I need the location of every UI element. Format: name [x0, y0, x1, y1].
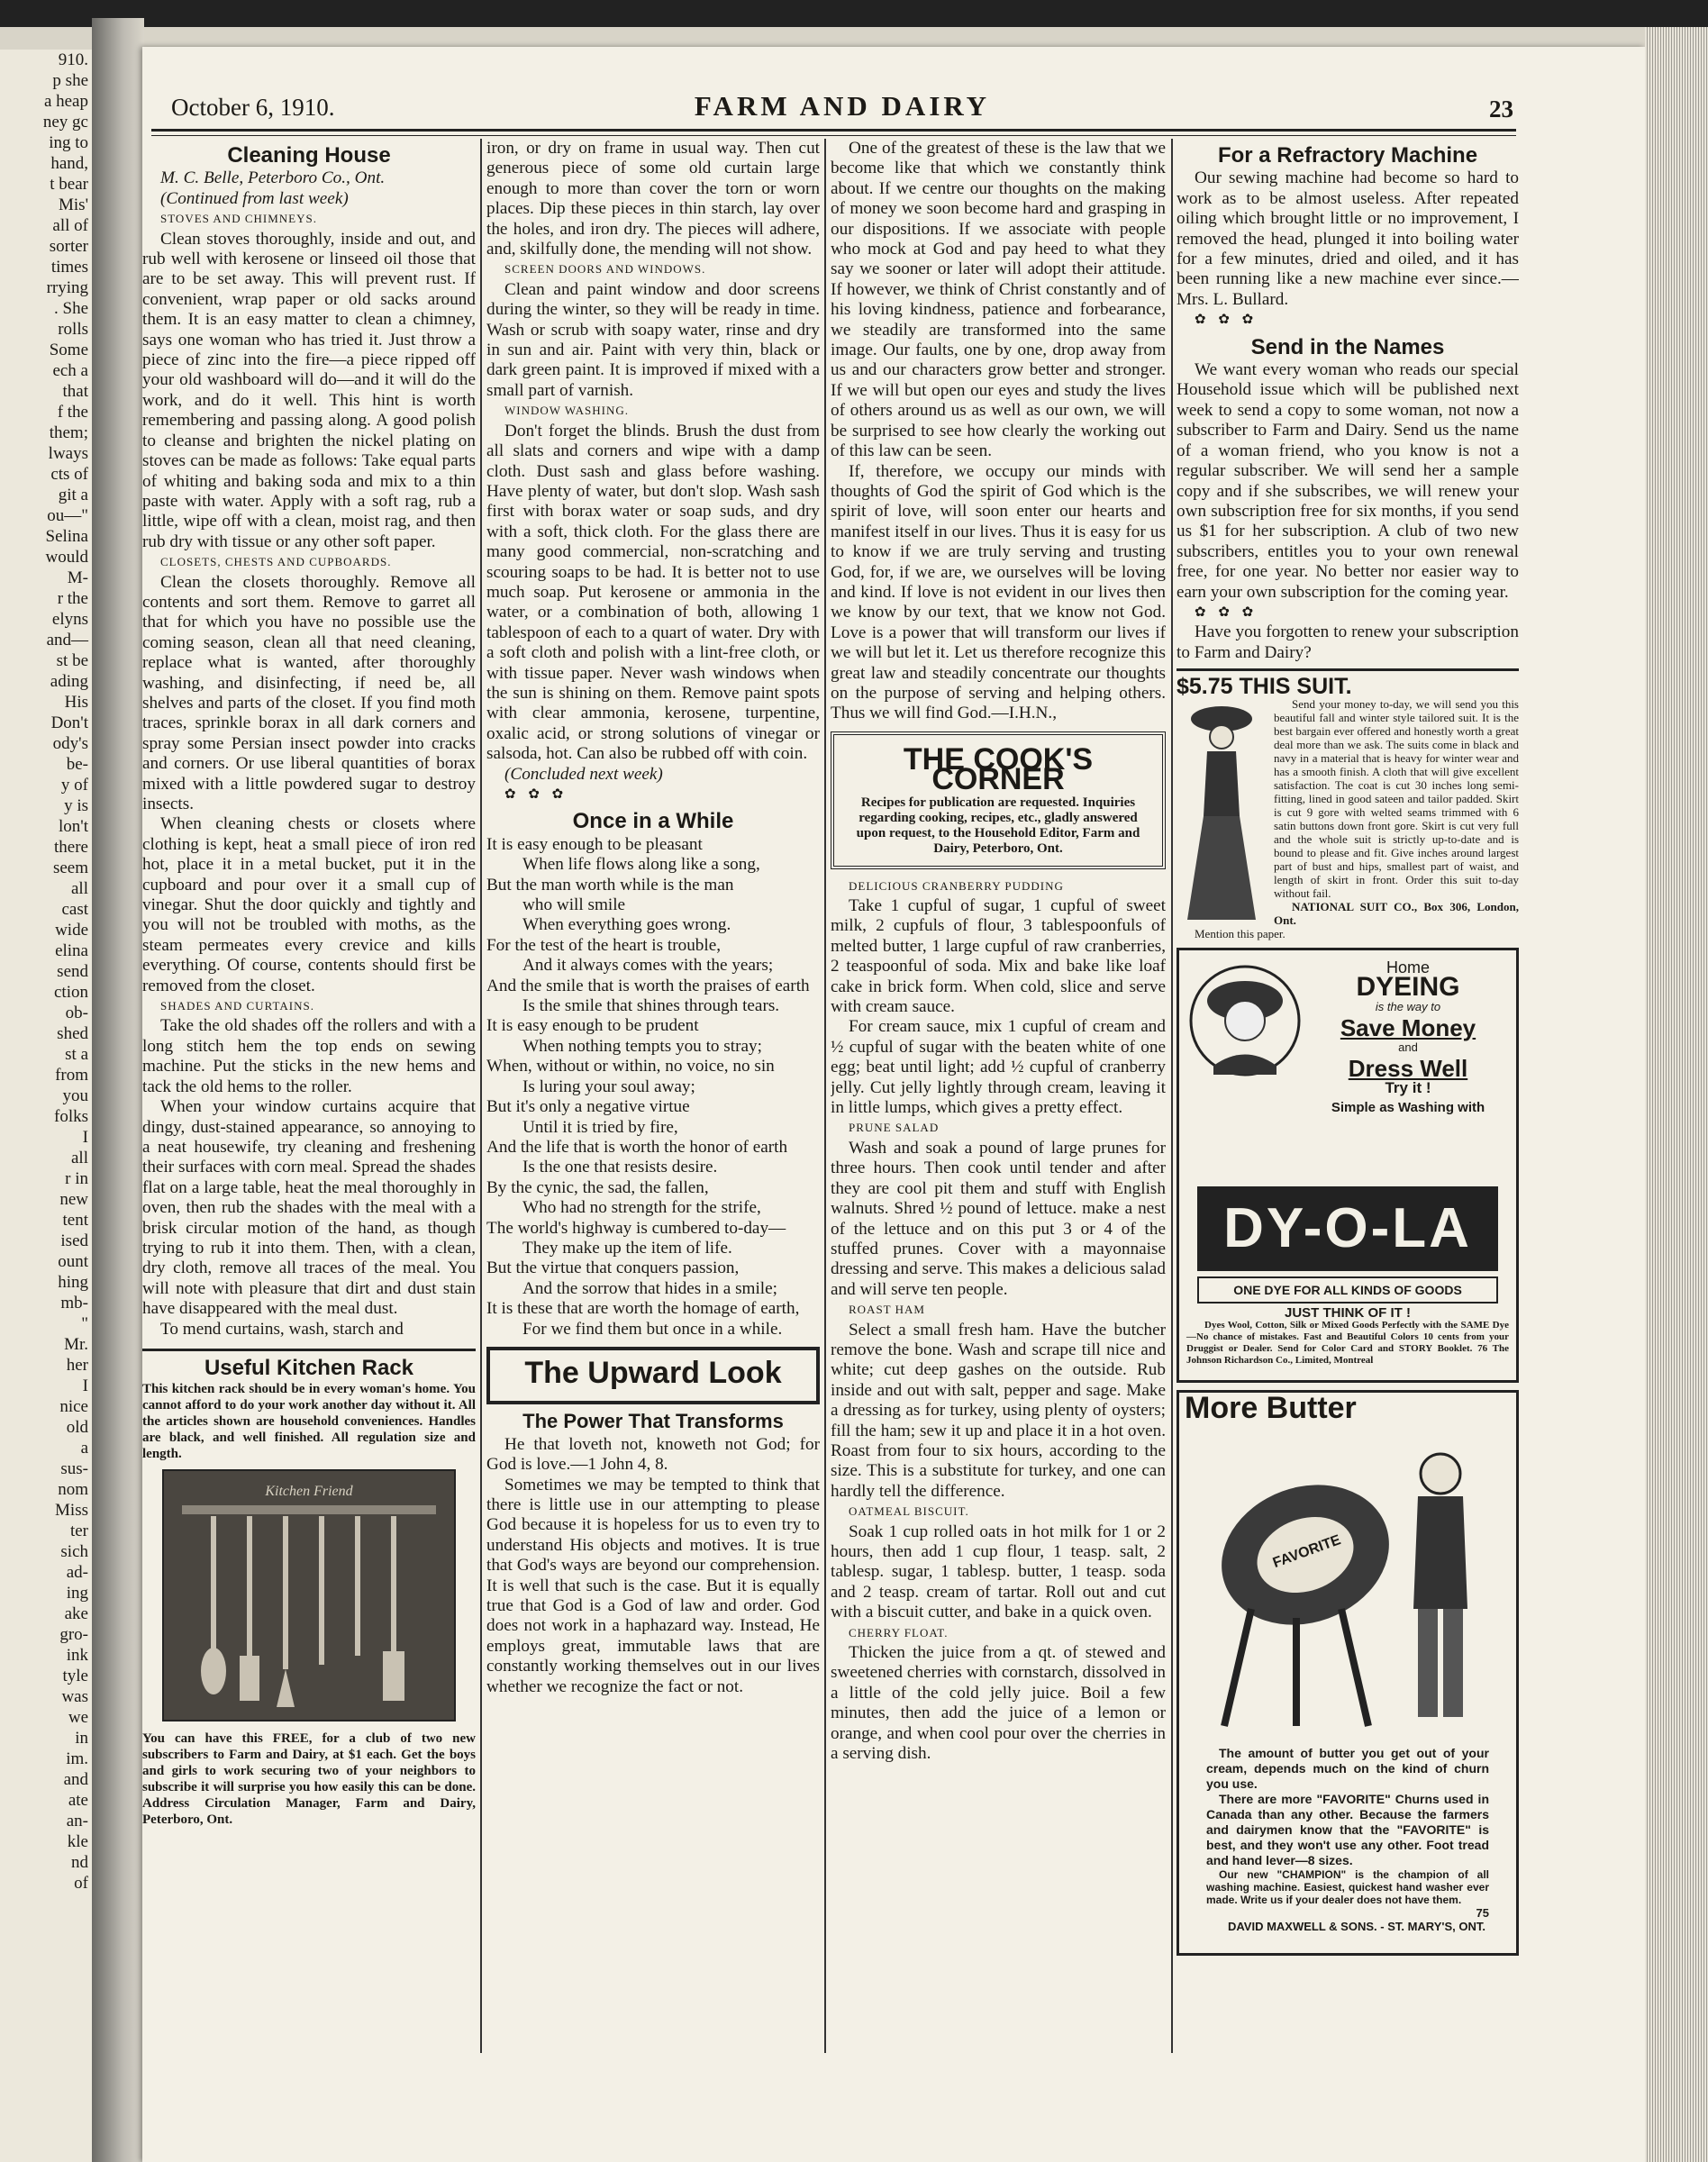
prev-page-line: p she	[52, 71, 88, 90]
prev-page-line: ech a	[52, 361, 88, 380]
prev-page-line: send	[57, 962, 88, 981]
prev-page-line: ction	[54, 983, 88, 1002]
poem-line: But it's only a negative virtue	[486, 1097, 690, 1117]
poem-line: By the cynic, the sad, the fallen,	[486, 1177, 709, 1197]
prev-page-line: ake	[64, 1604, 88, 1623]
prev-page-line: a heap	[43, 92, 88, 111]
prev-page-line: Mis'	[59, 195, 88, 214]
suit-ad-address: NATIONAL SUIT CO., Box 306, London, Ont.	[1274, 899, 1519, 927]
paragraph: Soak 1 cup rolled oats in hot milk for 1 or 2 hours, then add 1 cup flour, 1 teasp. salt, 2 tablesp. sugar, 1 tablesp. butter, 1 teasp. soda and 2 teasp. cream of tartar. Roll out and cut with a biscuit cutter, and bake in a quick oven.	[831, 1522, 1166, 1622]
header-rule	[151, 129, 1516, 136]
dyola-brand-logo: DY-O-LA	[1197, 1186, 1498, 1271]
subhead-stoves: STOVES AND CHIMNEYS.	[160, 212, 317, 226]
prev-page-line: ter	[69, 1522, 88, 1540]
paragraph: To mend curtains, wash, starch and	[160, 1319, 404, 1339]
issue-date: October 6, 1910.	[171, 94, 335, 121]
prev-page-line: folks	[54, 1107, 88, 1126]
poem-line: It is easy enough to be pleasant	[486, 834, 703, 854]
prev-page-line: from	[55, 1066, 88, 1085]
prev-page-line: all	[71, 879, 88, 898]
cooks-corner-title: THE COOK'S CORNER	[903, 741, 1094, 797]
prev-page-line: sus-	[60, 1459, 88, 1478]
poem-line: But the virtue that conquers passion,	[486, 1258, 740, 1278]
article-title-cleaning-house: Cleaning House	[227, 143, 391, 168]
prev-page-line: r the	[57, 589, 88, 608]
prev-page-line: "	[81, 1314, 88, 1333]
prev-page-line: elyns	[51, 610, 88, 629]
poem-line: It is these that are worth the homage of earth,	[486, 1299, 800, 1319]
recipe-title: DELICIOUS CRANBERRY PUDDING	[849, 878, 1064, 893]
paragraph: Clean stoves thoroughly, inside and out, and rub well with kerosene or linseed oil those that are to be set away. This will prevent rust. If convenient, wrap paper or old sacks around them. It is an easy matter to clean a chimney, says one woman who has tried it. Just throw a piece of zinc into the fire—a piece ripped off your old washboard will do—and it will do the work, and do it well. This hint is worth remembering and passing along. A good polish to cleanse and brighten the nickel plating on stoves can be made as follows: Take equal parts of whiting and baking soda and mix to a thin paste with water. Apply with a soft rag, rub a little, wipe off with a clean, moist rag, and then rub dry with tissue or any other soft paper.	[142, 229, 476, 551]
rack-brand-label: Kitchen Friend	[265, 1484, 353, 1500]
kitchen-rack-text: This kitchen rack should be in every woman's home. You cannot afford to do your work another day without it. All the articles shown are household conveniences. Handles are black, and well finished. All regulation size and length.	[142, 1382, 476, 1462]
column-3	[831, 139, 1166, 2162]
subhead-closets: CLOSETS, CHESTS AND CUPBOARDS.	[160, 555, 392, 569]
prev-page-line: rolls	[58, 320, 88, 339]
poem-line: But the man worth while is the man	[486, 875, 734, 895]
prev-page-line: git a	[58, 486, 88, 504]
prev-page-line: and—	[46, 631, 88, 650]
prev-page-line: there	[54, 838, 88, 857]
dye-way: is the way to	[1375, 1000, 1441, 1014]
suit-ad-text: Send your money to-day, we will send you this beautiful fall and winter style tailored suit. It is the best bargain ever offered and honestly worth a great deal more than we ask. The suits come in black and navy in a material that is heavy for winter wear and has a smooth finish. A cloth that will give excellent satisfaction. The coat is cut 30 inches long semi-fitting, lined in good sateen and tailor padded. Skirt is cut 9 gore with welted seams trimmed with 6 satin buttons down front gore. Skirt is cut very full and the whole suit is strictly up-to-date and is bound to please and fit. Give inches around largest part of bust and hips, smallest part of waist, and length of skirt in front. Order this suit to-day without fail.	[1274, 696, 1519, 900]
prev-page-line: Don't	[50, 713, 88, 732]
suit-woman-illustration	[1177, 699, 1267, 924]
poem-line: When everything goes wrong.	[522, 915, 731, 935]
dye-and: and	[1398, 1040, 1418, 1055]
masthead-title: FARM AND DAIRY	[694, 90, 991, 122]
poem	[486, 835, 820, 1340]
upward-look-title: The Upward Look	[524, 1355, 782, 1390]
poem-line: And the life that is worth the honor of earth	[486, 1137, 788, 1157]
page-number: 23	[1489, 95, 1513, 123]
column-rule-1	[480, 139, 482, 2053]
prev-page-line: that	[62, 382, 88, 401]
paragraph: Clean and paint window and door screens during the winter, so they will be ready in time. Wash or scrub with soapy water, rinse and dry in sun and air. Paint with very thin, black or dark green paint. It is improved if mixed with a small part of varnish.	[486, 279, 820, 400]
prev-page-line: and	[63, 1770, 88, 1789]
kitchen-rack-title: Useful Kitchen Rack	[204, 1355, 414, 1380]
subhead-window-washing: WINDOW WASHING.	[504, 404, 630, 418]
paragraph: We want every woman who reads our special Household issue which will be published next week to send a copy to some woman, not now a subscriber to Farm and Dairy. Send us the name of a woman friend, who you know is not a regular subscriber. We will send her a sample copy and if she subscribes, we will renew your own subscription free for six months, if you send us $1 for her subscription. A club of two new subscribers, entitles you to your own renewal free, for one year. No better nor easier way to earn your own subscription for the coming year.	[1177, 360, 1519, 602]
cooks-corner-note: Recipes for publication are requested. Inquiries regarding cooking, recipes, etc., gladly answered upon request, to the Household Editor, Farm and Dairy, Peterboro, Ont.	[856, 795, 1140, 856]
prev-page-line: sich	[60, 1542, 88, 1561]
subhead-screen-doors: SCREEN DOORS AND WINDOWS.	[504, 262, 706, 277]
book-gutter	[92, 18, 144, 2162]
poem-line: who will smile	[522, 895, 626, 915]
prev-page-line: Miss	[55, 1501, 88, 1520]
woman-figure-icon	[1177, 699, 1267, 924]
ornament-stars: ✿ ✿ ✿	[1195, 604, 1258, 620]
prev-page-line: ink	[66, 1646, 88, 1665]
power-transforms-title: The Power That Transforms	[522, 1410, 784, 1433]
prev-page-line: of	[74, 1874, 88, 1893]
churn-text-3: Our new "CHAMPION" is the champion of all washing machine. Easiest, quickest hand washer ever made. Write us if your dealer does not have them.	[1206, 1867, 1489, 1906]
prev-page-line: st be	[56, 651, 88, 670]
recipe-title: OATMEAL BISCUIT.	[849, 1504, 969, 1519]
paragraph: If, therefore, we occupy our minds with thoughts of God the spirit of God which is the spirit of love, will soon enter our hearts and manifest itself in our lives. Thus it is easy for us to know if we are truly serving and trusting God, for, if we are, we ourselves will be loving and kind. If love is not evident in our lives then we know by our text, that we know not God. Love is a power that will transform our lives if we will but let it. Let us therefore recognize this great law and steadily concentrate our thoughts on the purpose of serving and helping others. Thus we will find God.—I.H.N.,	[831, 461, 1166, 723]
ornament-stars: ✿ ✿ ✿	[1195, 313, 1258, 328]
prev-page-line: nom	[58, 1480, 88, 1499]
paragraph: Select a small fresh ham. Have the butcher remove the bone. Wash and scrape till nice and white; cut deep gashes on the outside. Rub inside and out with salt, pepper and sage. Make a dressing as for turkey, using plenty of oysters; fill the ham; sew it up and place it in a hot oven. Roast from four to six hours, according to the size. This is a substitute for turkey, and one can hardly tell the difference.	[831, 1320, 1166, 1501]
paragraph: Sometimes we may be tempted to think that there is little use in our attempting to please God because it is hopeless for us to even try to understand His objects and motives. It is true that God's ways are beyond our comprehension. It is well that such is the case. But it is equally true that God is a God of law and order. God does not work in a haphazard way. Instead, He employs great, immutable laws that are constantly working themselves out in our lives whether we recognize the fact or not.	[486, 1475, 820, 1696]
prev-page-line: ou—"	[47, 506, 88, 525]
paragraph: Our sewing machine had become so hard to work as to be almost useless. After repeated oiling which brought little or no improvement, I removed the head, plunged it into boiling water for a few minutes, dried and oiled, and it has been running like a new machine ever since.—Mrs. L. Bullard.	[1177, 168, 1519, 309]
prev-page-line: 910.	[58, 50, 88, 69]
section-rule	[1177, 668, 1519, 671]
poem-line: When life flows along like a song,	[522, 855, 760, 875]
recipe-title: CHERRY FLOAT.	[849, 1625, 949, 1640]
poem-line: Is the one that resists desire.	[522, 1158, 718, 1177]
churn-and-boy-icon	[1197, 1438, 1504, 1735]
kitchen-utensils-icon	[164, 1471, 454, 1720]
poem-line: And the sorrow that hides in a smile;	[522, 1278, 777, 1298]
favorite-churn-ad	[1177, 1390, 1519, 1956]
poem-line: And the smile that is worth the praises of earth	[486, 976, 810, 995]
prev-page-line: all	[71, 1149, 88, 1167]
dye-dyeing: DYEING	[1356, 971, 1460, 1002]
prev-page-line: tyle	[62, 1667, 88, 1685]
dye-dress-well: Dress Well	[1348, 1054, 1468, 1082]
suit-ad-headline: $5.75 THIS SUIT.	[1177, 677, 1352, 700]
send-names-title: Send in the Names	[1250, 334, 1445, 359]
prev-page-line: Mr.	[64, 1335, 88, 1354]
prev-page-line: ob-	[65, 1004, 88, 1022]
recipe-title: PRUNE SALAD	[849, 1121, 940, 1135]
paragraph: Thicken the juice from a qt. of stewed and sweetened cherries with cornstarch, dissolved in a little of the cold jelly juice. Boil a few minutes, then add the juice of a lemon or orange, and when cool pour over the cherries in a serving dish.	[831, 1643, 1166, 1764]
prev-page-line: all of	[52, 216, 88, 235]
poem-line: For we find them but once in a while.	[522, 1319, 783, 1339]
prev-page-line: ody's	[52, 734, 88, 753]
paragraph: iron, or dry on frame in usual way. Then cut generous piece of some old curtain large enough to more than cover the torn or worn places. Dip these pieces in thin starch, lay over the holes, and iron dry. The pieces will adhere, and, skilfully done, the mending will not show.	[486, 139, 820, 259]
recipe-title: ROAST HAM	[849, 1303, 925, 1317]
previous-page-edge	[0, 50, 94, 2162]
poem-line: When nothing tempts you to stray;	[522, 1036, 762, 1056]
prev-page-line: rrying	[46, 278, 88, 297]
prev-page-line: we	[68, 1708, 88, 1727]
prev-page-line: nd	[71, 1853, 88, 1872]
ornament-stars: ✿ ✿ ✿	[504, 787, 568, 802]
prev-page-line: I	[82, 1376, 88, 1395]
dye-home: Home	[1385, 958, 1430, 977]
prev-page-line: hand,	[50, 154, 88, 173]
more-butter-headline: More Butter	[1185, 1390, 1357, 1425]
prev-page-line: elina	[55, 941, 88, 960]
poem-line: Who had no strength for the strife,	[522, 1198, 761, 1218]
woman-portrait-icon	[1186, 958, 1304, 1111]
prev-page-line: wide	[55, 921, 88, 940]
page-header	[171, 90, 1513, 126]
paragraph: When your window curtains acquire that dingy, dust-stained appearance, so annoying to a neat housewife, try cleaning and freshening their surfaces with corn meal. Spread the shades flat on a large table, heat the meal thoroughly in oven, then rub the shades with the meal with a brisk circular motion of the hand, as though trying to rub it into them. Then, with a clean, dry cloth, remove all traces of the meal. You will note with pleasure that dirt and dust stain have disappeared with the meal dust.	[142, 1097, 476, 1319]
column-rule-3	[1171, 139, 1173, 2053]
prev-page-line: ad-	[66, 1563, 88, 1582]
prev-page-line: ing	[66, 1584, 88, 1603]
section-rule	[142, 1349, 476, 1351]
paragraph: One of the greatest of these is the law that we become like that which we constantly think about. If we centre our thoughts on the making of money we soon become hard and grasping in our dispositions. If we associate with people who mock at God and pay heed to what they say we sooner or later will adopt their attitude. If however, we think of Christ constantly and of his loving kindness, patience and forbearance, we steadily are transformed into the same image. Our faults, one by one, drop away from us and our characters grow better and stronger. If we will but open our eyes and study the lives of others around us as well as our own, we will be surprised to see how clearly the working out of this law can be seen.	[831, 139, 1166, 461]
poem-line: They make up the item of life.	[522, 1238, 732, 1258]
prev-page-line: them;	[49, 423, 88, 442]
scan-top-border	[0, 0, 1708, 27]
prev-page-line: . She	[54, 299, 88, 318]
poem-line: Is the smile that shines through tears.	[522, 996, 780, 1016]
suit-ad	[1177, 677, 1519, 940]
prev-page-line: t bear	[50, 175, 88, 194]
subhead-shades: SHADES AND CURTAINS.	[160, 999, 314, 1013]
column-2	[486, 139, 820, 2162]
prev-page-line: ate	[68, 1791, 88, 1810]
prev-page-line: His	[64, 693, 88, 712]
prev-page-line: I	[82, 1128, 88, 1147]
prev-page-line: cast	[61, 900, 88, 919]
byline: M. C. Belle, Peterboro Co., Ont.	[160, 168, 386, 188]
ad-number: 75	[1476, 1905, 1489, 1920]
paragraph: Take 1 cupful of sugar, 1 cupful of sweet milk, 2 cupfuls of flour, 3 tablespoonfuls of melted butter, 1 large cupful of raw cranberries, 2 teaspoonful of soda. Mix and bake like loaf cake in brick form. When cold, slice and serve with cream sauce.	[831, 896, 1166, 1017]
prev-page-line: r in	[65, 1169, 88, 1188]
column-4	[1177, 139, 1519, 2162]
poem-line: For the test of the heart is trouble,	[486, 935, 722, 955]
poem-line: The world's highway is cumbered to-day—	[486, 1218, 786, 1238]
prev-page-line: sorter	[49, 237, 88, 256]
churn-text-1: The amount of butter you get out of your cream, depends much on the kind of churn you use.	[1206, 1745, 1489, 1791]
favorite-churn-label: FAVORITE	[1270, 1531, 1343, 1571]
paragraph: Take the old shades off the rollers and with a long stitch hem the top ends on sewing machine. Put the sticks in the new hems and tack the old hems to the roller.	[142, 1016, 476, 1096]
upward-look-banner	[486, 1347, 820, 1404]
prev-page-line: ised	[60, 1231, 88, 1250]
paragraph: For cream sauce, mix 1 cupful of cream and ½ cupful of sugar with the beaten white of one egg; beat until light; add ½ cupful of cranberry jelly. Cut jelly lightly through cream, leaving it in little lumps, which gives a pretty effect.	[831, 1017, 1166, 1118]
paragraph: Don't forget the blinds. Brush the dust from all slats and corners and wipe with a damp cloth. Dust sash and glass before washing. Have plenty of water, but don't slop. Wash sash first with borax water or soap suds, and dry with a soft, thick cloth. For the glass there are many good commercial, non-scratching and scouring soaps to be had. It is better not to use much soap. Put kerosene or ammonia in the water, or a combination of both, allowing 1 tablespoon of each to a quart of water. Dry with a soft cloth and polish with a lint-free cloth, or with tissue paper. Never wash windows when the sun is shining on them. Remove paint spots with clear ammonia, kerosene, turpentine, oxalic acid, or strong solutions of vinegar or salsoda, hot. Can also be rubbed off with coin.	[486, 421, 820, 764]
prev-page-line: kle	[67, 1832, 88, 1851]
prev-page-line: be-	[66, 755, 88, 774]
paragraph: Clean the closets thoroughly. Remove all contents and sort them. Remove to garret all that for which you have no possible use the coming season, clean all that need cleaning, replace what is wanted, after thoroughly washing, and disinfecting, if need be, all shelves and parts of the closet. If you find moth traces, sprinkle borax in all dark corners and spray some Persian insect powder into cracks and corners. Or use liberal quantities of borax mixed with a little powdered sugar to destroy insects.	[142, 572, 476, 813]
cooks-corner-box	[831, 731, 1166, 869]
prev-page-line: Some	[49, 341, 88, 359]
churn-illustration	[1197, 1438, 1504, 1735]
prev-page-line: a	[80, 1439, 88, 1458]
column-1	[142, 139, 476, 2162]
prev-page-line: im.	[66, 1749, 88, 1768]
prev-page-line: gro-	[59, 1625, 88, 1644]
prev-page-line: was	[61, 1687, 88, 1706]
prev-page-line: you	[62, 1086, 88, 1105]
refractory-machine-title: For a Refractory Machine	[1217, 143, 1478, 168]
prev-page-line: mb-	[60, 1294, 88, 1313]
paragraph: When cleaning chests or closets where clothing is kept, heat a small piece of iron red hot, place it in a metal bucket, put it in the cupboard and pour over it a small cup of vinegar. Shut the door quickly and tightly and you will not be troubled with moths, as the steam permeates every crevice and kills everything. Of course, contents should first be removed from the closet.	[142, 814, 476, 995]
prev-page-line: ading	[50, 672, 88, 691]
poem-line: It is easy enough to be prudent	[486, 1016, 699, 1036]
prev-page-line: her	[66, 1356, 88, 1375]
prev-page-line: an-	[66, 1812, 88, 1830]
prev-page-line: ney gc	[42, 113, 88, 132]
prev-page-line: times	[50, 258, 88, 277]
dye-headline	[1305, 958, 1511, 1119]
paragraph: Have you forgotten to renew your subscription to Farm and Dairy?	[1177, 622, 1519, 662]
prev-page-line: cts of	[50, 465, 88, 484]
prev-page-line: hing	[58, 1273, 88, 1292]
dye-think: JUST THINK OF IT !	[1285, 1304, 1411, 1321]
prev-page-line: ing to	[49, 133, 88, 152]
column-rule-2	[824, 139, 826, 2053]
suit-ad-mention: Mention this paper.	[1195, 926, 1286, 940]
poem-line: And it always comes with the years;	[522, 956, 774, 976]
prev-page-line: y is	[64, 796, 88, 815]
prev-page-line: f the	[57, 403, 88, 422]
prev-page-line: nice	[59, 1397, 88, 1416]
churn-copy	[1206, 1746, 1489, 1933]
poem-line: When, without or within, no voice, no sin	[486, 1057, 775, 1076]
prev-page-line: ount	[58, 1252, 88, 1271]
dye-save-money: Save Money	[1340, 1013, 1476, 1041]
dye-ad-text: Dyes Wool, Cotton, Silk or Mixed Goods Perfectly with the SAME Dye—No chance of mistakes. Fast and Beautiful Colors 10 cents from your Druggist or Dealer. Send for Color Card and STORY Booklet. 76 The Johnson Richardson Co., Limited, Montreal	[1186, 1319, 1509, 1366]
poem-title: Once in a While	[572, 809, 734, 834]
dye-woman-portrait	[1186, 958, 1304, 1111]
page-stack-edges	[1645, 27, 1708, 2162]
kitchen-rack-offer: You can have this FREE, for a club of two new subscribers to Farm and Dairy, at $1 each. Get the boys and girls to work securing two of your neighbors to subscribe it will surprise you how easily this can be done. Address Circulation Manager, Farm and Dairy, Peterboro, Ont.	[142, 1731, 476, 1828]
prev-page-line: Selina	[45, 527, 88, 546]
poem-line: Is luring your soul away;	[522, 1076, 695, 1096]
prev-page-line: lon't	[59, 817, 88, 836]
prev-page-line: st a	[65, 1045, 88, 1064]
dye-simple: Simple as Washing with	[1331, 1100, 1485, 1116]
kitchen-rack-image	[162, 1469, 456, 1721]
paragraph: Wash and soak a pound of large prunes for three hours. Then cook until tender and after they are cool pit them and stuff with English walnuts. Shred ½ pound of lettuce. make a nest of the lettuce and on this put 3 or 4 of the stuffed prunes. Cover with a mayonnaise dressing and serve. This makes a delicious salad and will serve ten people.	[831, 1138, 1166, 1299]
prev-page-line: old	[66, 1418, 88, 1437]
prev-page-line: seem	[52, 858, 88, 877]
churn-text-2: There are more "FAVORITE" Churns used in Canada than any other. Because the farmers and dairymen know that the "FAVORITE" is best, and they won't use any other. Foot tread and hand lever—8 sizes.	[1206, 1791, 1489, 1867]
prev-page-line: new	[59, 1190, 88, 1209]
continued-note: (Continued from last week)	[160, 188, 349, 208]
concluded-note: (Concluded next week)	[504, 764, 663, 784]
prev-page-line: M-	[67, 568, 88, 587]
paragraph: He that loveth not, knoweth not God; for God is love.—1 John 4, 8.	[486, 1434, 820, 1475]
prev-page-line: lways	[48, 444, 88, 463]
dye-try-it: Try it !	[1385, 1079, 1431, 1096]
dyola-ad	[1177, 948, 1519, 1383]
prev-page-line: y of	[60, 776, 88, 795]
prev-page-line: would	[45, 548, 88, 567]
prev-page-line: tent	[62, 1211, 88, 1230]
prev-page-line: shed	[57, 1024, 88, 1043]
dye-one-dye: ONE DYE FOR ALL KINDS OF GOODS	[1197, 1276, 1498, 1304]
poem-line: Until it is tried by fire,	[522, 1117, 678, 1137]
prev-page-line: in	[75, 1729, 88, 1748]
churn-maker-address: DAVID MAXWELL & SONS. - ST. MARY'S, ONT.	[1228, 1919, 1485, 1933]
